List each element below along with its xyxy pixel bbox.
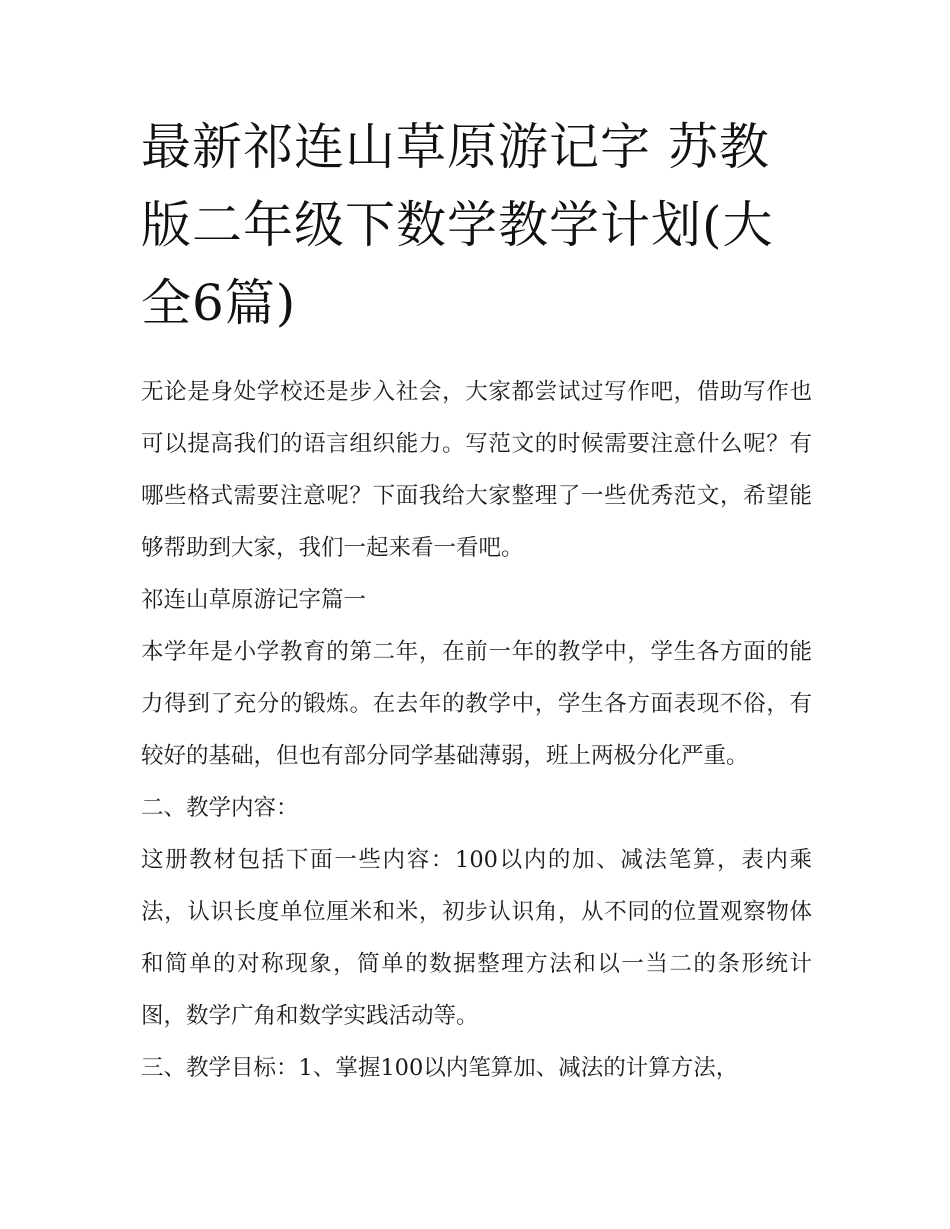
section-heading: 祁连山草原游记字篇一 [141,587,367,613]
intro-paragraph: 无论是身处学校还是步入社会，大家都尝试过写作吧，借助写作也可以提高我们的语言组织能力。写范文的时候需要注意什么呢？有哪些格式需要注意呢？下面我给大家整理了一些优秀范文，希望能够帮助到大家，我们一起来看一看吧。 [141,379,812,561]
document-title: 最新祁连山草原游记字 苏教版二年级下数学教学计划(大全6篇) [141,118,774,332]
body-paragraph: 这册教材包括下面一些内容：100以内的加、减法笔算，表内乘法，认识长度单位厘米和米，初步认识角，从不同的位置观察物体和简单的对称现象，简单的数据整理方法和以一当二的条形统计图，数学广角和数学实践活动等。 [141,847,812,1029]
body-paragraph: 本学年是小学教育的第二年，在前一年的教学中，学生各方面的能力得到了充分的锻炼。在去年的教学中，学生各方面表现不俗，有较好的基础，但也有部分同学基础薄弱，班上两极分化严重。 [141,639,812,769]
body-paragraph: 三、教学目标：1、掌握100以内笔算加、减法的计算方法， [141,1055,739,1081]
section-heading: 二、教学内容： [141,795,299,821]
